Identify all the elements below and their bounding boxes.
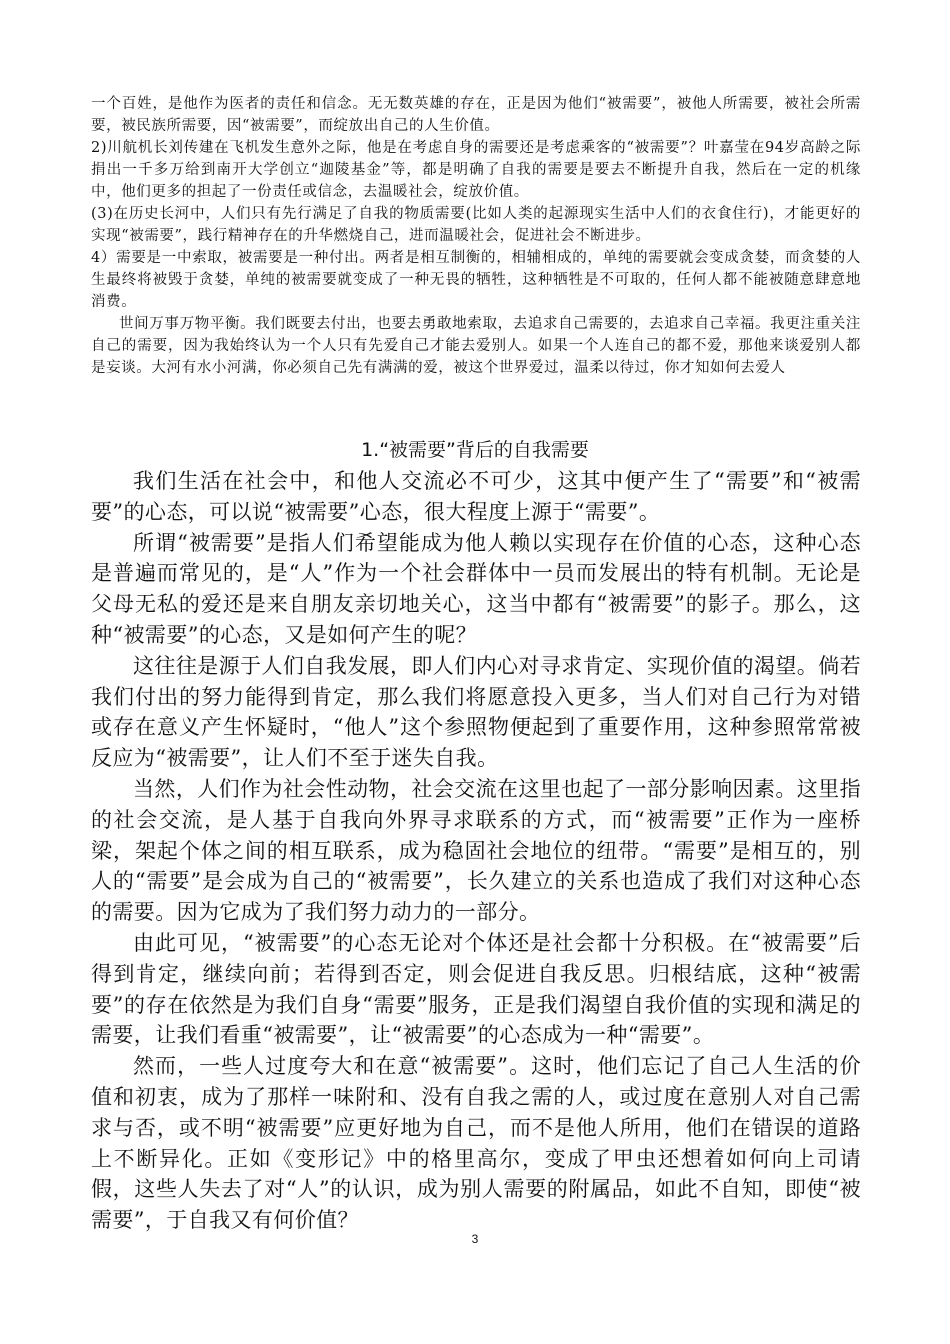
essay-paragraph-2: 所谓“被需要”是指人们希望能成为他人赖以实现存在价值的心态，这种心态是普遍而常见的，是“人”作为一个社会群体中一员而发展出的特有机制。无论是父母无私的爱还是来自朋友亲切地关心，这当中都有“被需要”的影子。那么，这种“被需要”的心态，又是如何产生的呢？ [91, 530, 861, 647]
upper-notes [91, 93, 861, 379]
essay-paragraph-4: 当然，人们作为社会性动物，社会交流在这里也起了一部分影响因素。这里指的社会交流，是人基于自我向外界寻求联系的方式，而“被需要”正作为一座桥梁，架起个体之间的相互联系，成为稳固社会地位的纽带。“需要”是相互的，别人的“需要”是会成为自己的“被需要”，长久建立的关系也造成了我们对这种心态的需要。因为它成为了我们努力动力的一部分。 [91, 776, 861, 925]
note-paragraph-1: 一个百姓，是他作为医者的责任和信念。无无数英雄的存在，正是因为他们“被需要”，被他人所需要，被社会所需要，被民族所需要，因“被需要”，而绽放出自己的人生价值。 [91, 96, 861, 134]
essay-paragraph-6: 然而，一些人过度夸大和在意“被需要”。这时，他们忘记了自己人生活的价值和初衷，成为了那样一味附和、没有自我之需的人，或过度在意别人对自己需求与否，或不明“被需要”应更好地为自己，而不是他人所用，他们在错误的道路上不断异化。正如《变形记》中的格里高尔，变成了甲虫还想着如何向上司请假，这些人失去了对“人”的认识，成为别人需要的附属品，如此不自知，即使“被需要”，于自我又有何价值？ [91, 1054, 861, 1233]
main-essay [91, 466, 861, 1236]
note-paragraph-2: 2)川航机长刘传建在飞机发生意外之际，他是在考虑自身的需要还是考虑乘客的“被需要”？叶嘉莹在94岁高龄之际捐出一千多万给到南开大学创立“迦陵基金”等，都是明确了自我的需要是要去不断提升自我，然后在一定的机缘中，他们更多的担起了一份责任或信念，去温暖社会，绽放价值。 [91, 140, 861, 200]
note-paragraph-4: 4）需要是一中索取，被需要是一种付出。两者是相互制衡的，相辅相成的，单纯的需要就会变成贪婪，而贪婪的人生最终将被毁于贪婪，单纯的被需要就变成了一种无畏的牺牲，这种牺牲是不可取的，任何人都不能被随意肆意地消费。 [91, 250, 861, 310]
essay-paragraph-1: 我们生活在社会中，和他人交流必不可少，这其中便产生了“需要”和“被需要”的心态，可以说“被需要”心态，很大程度上源于“需要”。 [91, 469, 861, 524]
essay-paragraph-5: 由此可见，“被需要”的心态无论对个体还是社会都十分积极。在“被需要”后得到肯定，继续向前；若得到否定，则会促进自我反思。归根结底，这种“被需要”的存在依然是为我们自身“需要”服务，正是我们渴望自我价值的实现和满足的需要，让我们看重“被需要”，让“被需要”的心态成为一种“需要”。 [91, 930, 861, 1048]
section-heading: 1.“被需要”背后的自我需要 [361, 439, 589, 461]
note-paragraph-3: (3)在历史长河中，人们只有先行满足了自我的物质需要(比如人类的起源现实生活中人们的衣食住行)，才能更好的实现“被需要”，践行精神存在的升华燃烧自己，进而温暖社会，促进社会不断进步。 [91, 206, 861, 244]
note-paragraph-5: 世间万事万物平衡。我们既要去付出，也要去勇敢地索取，去追求自己需要的，去追求自己幸福。我更注重关注自己的需要，因为我始终认为一个人只有先爱自己才能去爱别人。如果一个人连自己的都不爱，那他来谈爱别人都是妄谈。大河有水小河满，你必须自己先有满满的爱，被这个世界爱过，温柔以待过，你才知如何去爱人 [91, 316, 861, 376]
page-number: 3 [471, 1232, 479, 1246]
essay-paragraph-3: 这往往是源于人们自我发展，即人们内心对寻求肯定、实现价值的渴望。倘若我们付出的努力能得到肯定，那么我们将愿意投入更多，当人们对自己行为对错或存在意义产生怀疑时，“他人”这个参照物便起到了重要作用，这种参照常常被反应为“被需要”，让人们不至于迷失自我。 [91, 653, 861, 771]
